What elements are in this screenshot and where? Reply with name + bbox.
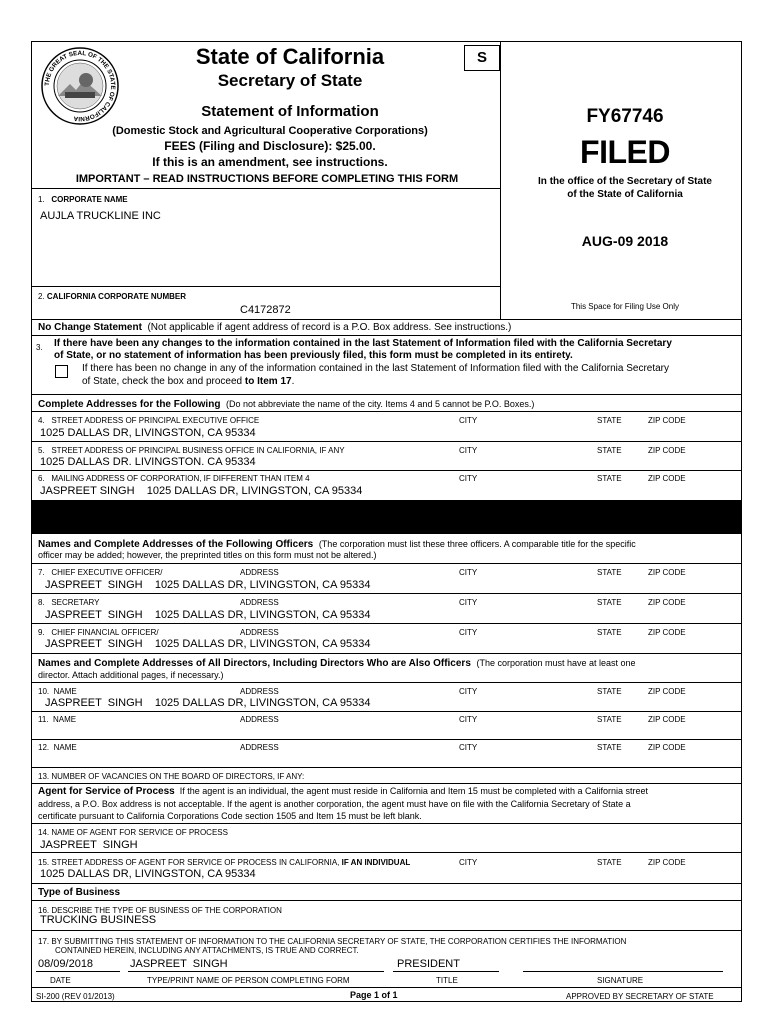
agent-note3: certificate pursuant to California Corporations Code section 1505 and Item 15 must be left blank.	[38, 811, 422, 821]
item15-state-label: STATE	[597, 858, 622, 867]
corporate-number-value: C4172872	[240, 304, 291, 316]
item12-state-label: STATE	[597, 743, 622, 752]
item7-state-label: STATE	[597, 568, 622, 577]
officers-heading: Names and Complete Addresses of the Following Officers (The corporation must list these three officers. A comparable title for the specific	[38, 539, 636, 550]
item10-address-label: ADDRESS	[240, 687, 279, 696]
divider	[31, 987, 742, 988]
item5-label: 5. STREET ADDRESS OF PRINCIPAL BUSINESS OFFICE IN CALIFORNIA, IF ANY	[38, 446, 345, 455]
item8-value: JASPREET SINGH 1025 DALLAS DR, LIVINGSTON, CA 95334	[45, 609, 371, 621]
officers-heading-note2: officer may be added; however, the preprinted titles on this form must not be altered.)	[38, 550, 377, 560]
item10-label: 10. NAME	[38, 687, 77, 696]
item10-value: JASPREET SINGH 1025 DALLAS DR, LIVINGSTON, CA 95334	[45, 697, 371, 709]
item6-city-label: CITY	[459, 474, 478, 483]
date-line	[36, 971, 120, 972]
divider	[31, 711, 742, 712]
item7-value: JASPREET SINGH 1025 DALLAS DR, LIVINGSTON, CA 95334	[45, 579, 371, 591]
divider	[31, 900, 742, 901]
divider	[31, 823, 742, 824]
item9-value: JASPREET SINGH 1025 DALLAS DR, LIVINGSTON, CA 95334	[45, 638, 371, 650]
state-seal	[40, 46, 120, 126]
item7-city-label: CITY	[459, 568, 478, 577]
item4-value: 1025 DALLAS DR, LIVINGSTON, CA 95334	[40, 427, 256, 439]
divider	[31, 286, 501, 287]
divider	[31, 852, 742, 853]
divider	[31, 441, 742, 442]
item11-city-label: CITY	[459, 715, 478, 724]
item11-label: 11. NAME	[38, 715, 77, 724]
item15-city-label: CITY	[459, 858, 478, 867]
item1-label: 1. CORPORATE NAME	[38, 195, 128, 204]
item2-label: 2. CALIFORNIA CORPORATE NUMBER	[38, 292, 187, 301]
item3-line2: of State, or no statement of information has been previously filed, this form must be completed in its entirety.	[54, 350, 573, 361]
filing-number: FY67746	[586, 106, 664, 127]
no-change-checkbox[interactable]	[55, 365, 68, 378]
item12-zip-label: ZIP CODE	[648, 743, 686, 752]
divider	[31, 883, 742, 884]
item8-label: 8. SECRETARY	[38, 598, 100, 607]
divider	[31, 563, 742, 564]
item14-label: 14. NAME OF AGENT FOR SERVICE OF PROCESS	[38, 828, 228, 837]
item16-label: 16. DESCRIBE THE TYPE OF BUSINESS OF THE CORPORATION	[38, 906, 282, 915]
form-subtitle: (Domestic Stock and Agricultural Cooperative Corporations)	[112, 125, 428, 137]
cert-name-value: JASPREET SINGH	[130, 958, 228, 970]
signature-line[interactable]	[523, 971, 723, 972]
item6-zip-label: ZIP CODE	[648, 474, 686, 483]
corporate-name-value: AUJLA TRUCKLINE INC	[40, 210, 161, 222]
item8-state-label: STATE	[597, 598, 622, 607]
item11-state-label: STATE	[597, 715, 622, 724]
item5-state-label: STATE	[597, 446, 622, 455]
cert-date-value: 08/09/2018	[38, 958, 94, 970]
important-line: IMPORTANT – READ INSTRUCTIONS BEFORE COMPLETING THIS FORM	[75, 173, 459, 185]
divider	[31, 319, 742, 320]
divider	[31, 335, 742, 336]
no-change-heading: No Change Statement (Not applicable if agent address of record is a P.O. Box address. See instructions.)	[38, 322, 512, 333]
item5-city-label: CITY	[459, 446, 478, 455]
redaction-band	[31, 500, 742, 534]
business-heading: Type of Business	[38, 887, 121, 898]
svg-text:THE GREAT SEAL OF THE STATE OF: THE GREAT SEAL OF THE STATE OF CALIFORNIA	[43, 49, 117, 123]
divider	[31, 767, 742, 768]
item3-line1: If there have been any changes to the information contained in the last Statement of Information filed with the California Secretary	[54, 338, 672, 349]
item8-city-label: CITY	[459, 598, 478, 607]
item9-state-label: STATE	[597, 628, 622, 637]
item10-city-label: CITY	[459, 687, 478, 696]
state-title: State of California	[195, 44, 385, 69]
divider	[31, 623, 742, 624]
directors-heading-note2: director. Attach additional pages, if necessary.)	[38, 670, 224, 680]
item9-zip-label: ZIP CODE	[648, 628, 686, 637]
item9-address-label: ADDRESS	[240, 628, 279, 637]
item8-address-label: ADDRESS	[240, 598, 279, 607]
item7-zip-label: ZIP CODE	[648, 568, 686, 577]
divider	[31, 930, 742, 931]
fees-line: FEES (Filing and Disclosure): $25.00.	[164, 139, 376, 153]
approved-text: APPROVED BY SECRETARY OF STATE	[566, 992, 714, 1001]
filing-space-note: This Space for Filing Use Only	[570, 302, 680, 311]
divider	[31, 593, 742, 594]
item17-line2: CONTAINED HEREIN, INCLUDING ANY ATTACHMENTS, IS TRUE AND CORRECT.	[55, 946, 359, 955]
office-title: Secretary of State	[217, 71, 363, 90]
business-type-value: TRUCKING BUSINESS	[40, 914, 157, 926]
item11-zip-label: ZIP CODE	[648, 715, 686, 724]
divider	[31, 394, 742, 395]
form-id: SI-200 (REV 01/2013)	[36, 992, 115, 1001]
addresses-heading: Complete Addresses for the Following (Do not abbreviate the name of the city. Items 4 and 5 cannot be P.O. Boxes.)	[38, 399, 535, 410]
item5-value: 1025 DALLAS DR. LIVINGSTON. CA 95334	[40, 456, 256, 468]
item3-check-line1: If there has been no change in any of the information contained in the last Statement of Information filed with the California Secretary	[82, 363, 670, 374]
divider	[31, 188, 501, 189]
item6-state-label: STATE	[597, 474, 622, 483]
item15-zip-label: ZIP CODE	[648, 858, 686, 867]
item4-label: 4. STREET ADDRESS OF PRINCIPAL EXECUTIVE OFFICE	[38, 416, 260, 425]
title-label: TITLE	[436, 976, 458, 985]
filing-office-line2: of the State of California	[567, 189, 683, 200]
item4-zip-label: ZIP CODE	[648, 416, 686, 425]
item8-zip-label: ZIP CODE	[648, 598, 686, 607]
form-letter-box: S	[464, 45, 500, 71]
divider	[31, 739, 742, 740]
title-line	[393, 971, 499, 972]
agent-note2: address, a P.O. Box address is not acceptable. If the agent is another corporation, the agent must have on file with the California Secretary of State a	[38, 799, 631, 809]
item13-label: 13. NUMBER OF VACANCIES ON THE BOARD OF DIRECTORS, IF ANY:	[38, 772, 305, 781]
agent-name-value: JASPREET SINGH	[40, 839, 138, 851]
item6-label: 6. MAILING ADDRESS OF CORPORATION, IF DIFFERENT THAN ITEM 4	[38, 474, 310, 483]
name-label: TYPE/PRINT NAME OF PERSON COMPLETING FORM	[147, 976, 350, 985]
item3-num: 3.	[36, 343, 43, 352]
divider	[31, 470, 742, 471]
agent-heading: Agent for Service of Process If the agent is an individual, the agent must reside in California and Item 15 must be completed with a California street	[38, 786, 648, 797]
item12-address-label: ADDRESS	[240, 743, 279, 752]
item12-city-label: CITY	[459, 743, 478, 752]
divider	[31, 682, 742, 683]
divider	[31, 653, 742, 654]
agent-address-value: 1025 DALLAS DR, LIVINGSTON, CA 95334	[40, 868, 256, 880]
form-title: Statement of Information	[201, 103, 379, 120]
page-number: Page 1 of 1	[350, 990, 398, 1000]
amendment-line: If this is an amendment, see instructions.	[152, 155, 388, 169]
directors-heading: Names and Complete Addresses of All Directors, Including Directors Who are Also Officers (The corporation must have at least one	[38, 658, 636, 669]
name-line	[128, 971, 384, 972]
item4-state-label: STATE	[597, 416, 622, 425]
item17-line1: 17. BY SUBMITTING THIS STATEMENT OF INFORMATION TO THE CALIFORNIA SECRETARY OF STATE, THE CORPORATION CERTIFIES THE INFORMATION	[38, 937, 627, 946]
filing-status: FILED	[580, 134, 670, 170]
date-label: DATE	[50, 976, 71, 985]
item9-label: 9. CHIEF FINANCIAL OFFICER/	[38, 628, 159, 637]
signature-label: SIGNATURE	[597, 976, 644, 985]
item9-city-label: CITY	[459, 628, 478, 637]
item10-state-label: STATE	[597, 687, 622, 696]
filing-date: AUG-09 2018	[581, 233, 669, 249]
item7-label: 7. CHIEF EXECUTIVE OFFICER/	[38, 568, 163, 577]
item3-check-line2: of State, check the box and proceed to Item 17.	[82, 376, 295, 387]
divider	[31, 411, 742, 412]
item11-address-label: ADDRESS	[240, 715, 279, 724]
item10-zip-label: ZIP CODE	[648, 687, 686, 696]
item15-label: 15. STREET ADDRESS OF AGENT FOR SERVICE OF PROCESS IN CALIFORNIA, IF AN INDIVIDUAL	[38, 858, 411, 867]
item5-zip-label: ZIP CODE	[648, 446, 686, 455]
item6-value: JASPREET SINGH 1025 DALLAS DR, LIVINGSTON, CA 95334	[40, 485, 363, 497]
divider	[31, 783, 742, 784]
item12-label: 12. NAME	[38, 743, 77, 752]
filing-office-line1: In the office of the Secretary of State	[538, 176, 712, 187]
divider	[500, 41, 501, 319]
cert-title-value: PRESIDENT	[397, 958, 460, 970]
item7-address-label: ADDRESS	[240, 568, 279, 577]
item4-city-label: CITY	[459, 416, 478, 425]
